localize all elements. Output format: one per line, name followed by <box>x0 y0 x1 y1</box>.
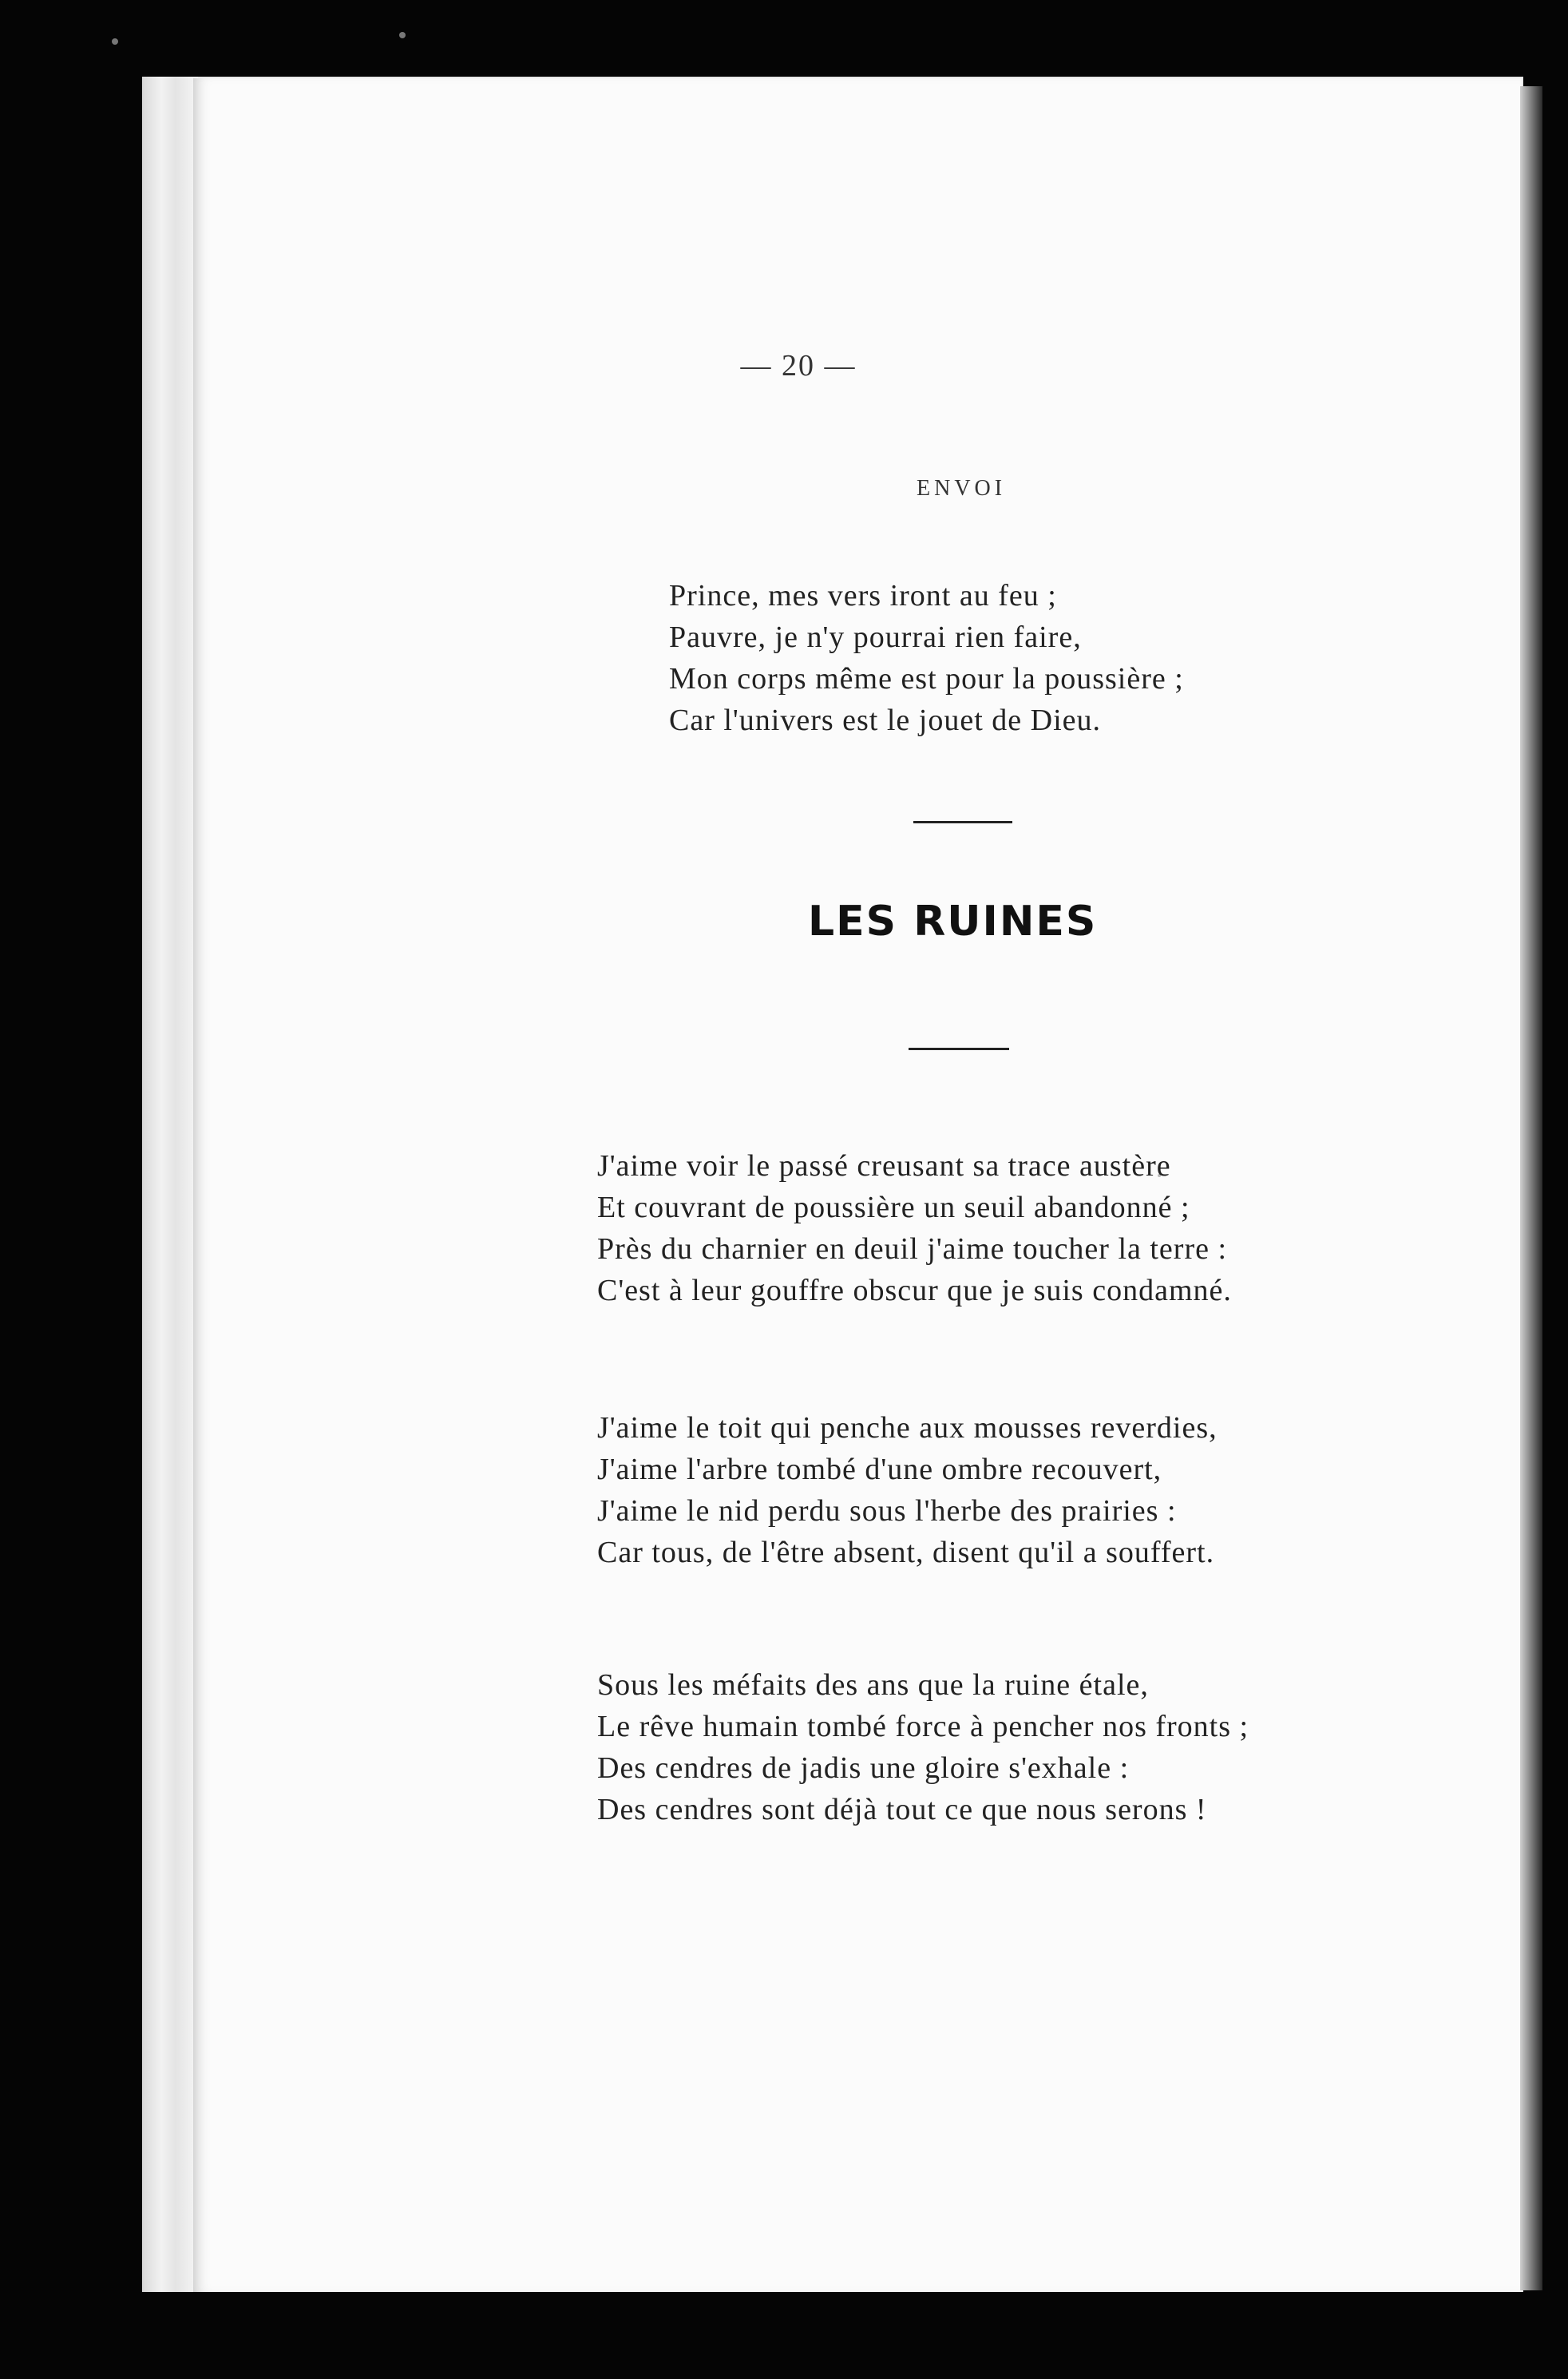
verse-line: Et couvrant de poussière un seuil abandonné ; <box>597 1191 1190 1224</box>
poem-stanza-2 <box>597 1407 1218 1573</box>
verse-line: Car l'univers est le jouet de Dieu. <box>669 704 1101 737</box>
verse-line: J'aime le toit qui penche aux mousses reverdies, <box>597 1411 1218 1445</box>
verse-line: Mon corps même est pour la poussière ; <box>669 662 1184 696</box>
verse-line: Des cendres sont déjà tout ce que nous serons ! <box>597 1793 1207 1826</box>
verse-line: Pauvre, je n'y pourrai rien faire, <box>669 621 1082 654</box>
page-number: — 20 — <box>740 349 857 383</box>
divider-rule-bottom <box>909 1048 1009 1050</box>
envoi-stanza <box>669 575 1184 741</box>
verse-line: Des cendres de jadis une gloire s'exhale : <box>597 1751 1130 1785</box>
verse-line: J'aime le nid perdu sous l'herbe des prairies : <box>597 1494 1177 1528</box>
verse-line: Sous les méfaits des ans que la ruine étale, <box>597 1668 1149 1702</box>
poem-title: LES RUINES <box>808 898 1098 946</box>
verse-line: J'aime l'arbre tombé d'une ombre recouvert, <box>597 1453 1162 1486</box>
verse-line: Car tous, de l'être absent, disent qu'il a souffert. <box>597 1536 1215 1569</box>
verse-line: Le rêve humain tombé force à pencher nos fronts ; <box>597 1710 1249 1743</box>
poem-stanza-1 <box>597 1145 1232 1311</box>
verse-line: J'aime voir le passé creusant sa trace austère <box>597 1149 1171 1183</box>
verse-line: C'est à leur gouffre obscur que je suis condamné. <box>597 1274 1232 1307</box>
poem-stanza-3 <box>597 1664 1249 1830</box>
section-label-envoi: ENVOI <box>917 476 1007 501</box>
divider-rule-top <box>913 821 1012 823</box>
verse-line: Prince, mes vers iront au feu ; <box>669 579 1057 613</box>
verse-line: Près du charnier en deuil j'aime toucher la terre : <box>597 1232 1228 1266</box>
